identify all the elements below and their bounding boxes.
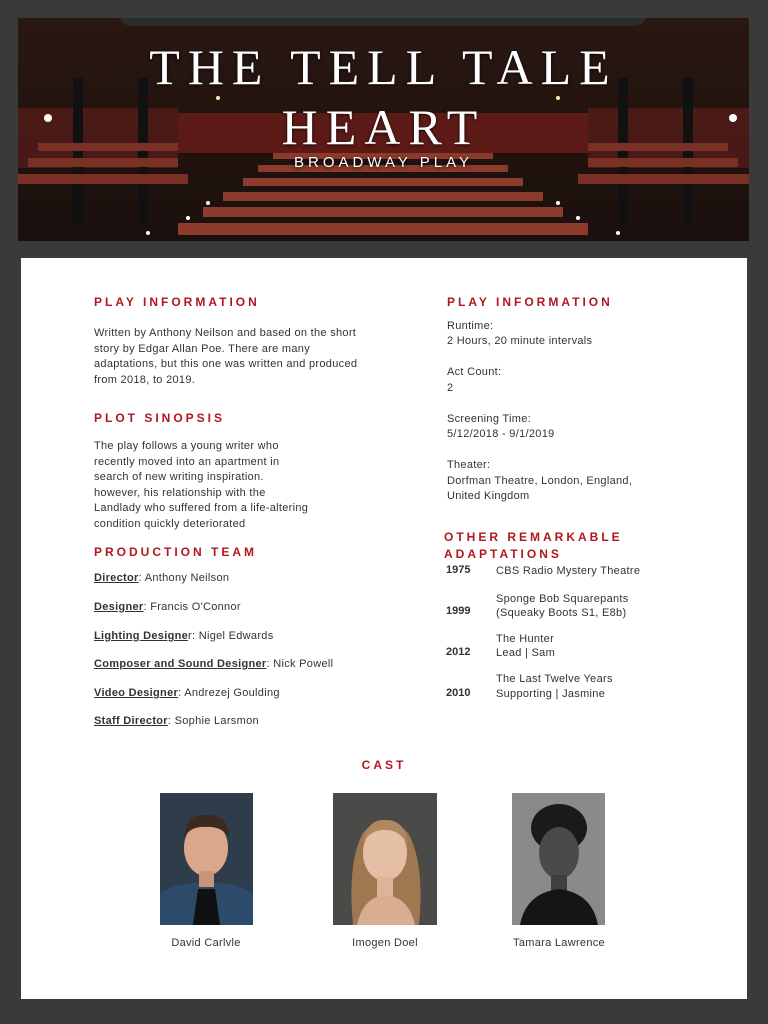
cast-name-1: David Carlvle bbox=[171, 937, 241, 949]
team-row-composer bbox=[94, 658, 333, 670]
team-member: : Francis O'Connor bbox=[143, 601, 241, 613]
play-information-heading-right: PLAY INFORMATION bbox=[447, 295, 613, 309]
team-role: Composer and Sound Designer bbox=[94, 658, 267, 670]
team-row-staff bbox=[94, 715, 259, 727]
act-count-value: 2 bbox=[447, 382, 454, 394]
adaptation-year: 2010 bbox=[446, 687, 471, 699]
header-banner bbox=[18, 18, 749, 241]
plot-line: Landlady who suffered from a life-altering bbox=[94, 502, 309, 514]
play-subtitle: BROADWAY PLAY bbox=[294, 154, 473, 171]
production-team-heading: PRODUCTION TEAM bbox=[94, 545, 257, 559]
play-title-line2: HEART bbox=[281, 99, 486, 155]
adaptation-year: 1975 bbox=[446, 564, 471, 576]
adaptation-title: CBS Radio Mystery Theatre bbox=[496, 565, 641, 577]
team-row-designer bbox=[94, 601, 241, 613]
adaptation-year: 1999 bbox=[446, 605, 471, 617]
plot-line: recently moved into an apartment in bbox=[94, 455, 280, 468]
team-role: Video Designer bbox=[94, 687, 179, 699]
cast-name-2: Imogen Doel bbox=[352, 937, 418, 949]
team-role: Staff Director bbox=[94, 715, 168, 727]
theater-value-line1: Dorfman Theatre, London, England, bbox=[447, 475, 633, 487]
banner-tab bbox=[118, 18, 648, 26]
plot-synopsis-text bbox=[94, 439, 374, 532]
team-role: Director bbox=[94, 572, 139, 584]
plot-synopsis-heading: PLOT SINOPSIS bbox=[94, 411, 226, 425]
play-information-heading-left: PLAY INFORMATION bbox=[94, 295, 260, 309]
adaptation-title: The Last Twelve Years bbox=[496, 673, 613, 685]
team-row-video bbox=[94, 687, 280, 699]
cast-heading: CAST bbox=[361, 758, 407, 772]
adaptation-title: The Hunter bbox=[496, 633, 555, 645]
cast-name-3: Tamara Lawrence bbox=[513, 937, 605, 949]
theater-value-line2: United Kingdom bbox=[447, 490, 530, 502]
other-adaptations-heading-line2: ADAPTATIONS bbox=[444, 547, 562, 561]
content-card bbox=[21, 258, 747, 999]
adaptation-detail: (Squeaky Boots S1, E8b) bbox=[496, 607, 627, 619]
adaptation-detail: Supporting | Jasmine bbox=[496, 688, 606, 700]
cast-photo-3 bbox=[512, 793, 605, 925]
other-adaptations-heading-line1: OTHER REMARKABLE bbox=[444, 530, 623, 544]
team-row-lighting bbox=[94, 630, 274, 642]
cast-photo-2 bbox=[333, 793, 437, 925]
plot-line: The play follows a young writer who bbox=[94, 440, 279, 452]
runtime-label: Runtime: bbox=[447, 320, 494, 332]
team-row-director bbox=[94, 572, 229, 584]
runtime-value: 2 Hours, 20 minute intervals bbox=[447, 335, 593, 347]
team-member: : Sophie Larsmon bbox=[167, 715, 259, 727]
play-title-line1: THE TELL TALE bbox=[149, 39, 618, 95]
screening-value: 5/12/2018 - 9/1/2019 bbox=[447, 428, 555, 440]
adaptation-year: 2012 bbox=[446, 646, 471, 658]
plot-line: search of new writing inspiration. bbox=[94, 471, 264, 483]
team-role: Designer bbox=[94, 601, 144, 613]
plot-line: however, his relationship with the bbox=[94, 486, 266, 499]
team-member: : Andrezej Goulding bbox=[178, 687, 280, 699]
plot-line: condition quickly deteriorated bbox=[94, 517, 246, 530]
cast-photo-1 bbox=[160, 793, 253, 925]
team-member: : Anthony Neilson bbox=[138, 572, 230, 584]
team-member: r: Nigel Edwards bbox=[188, 630, 274, 642]
screening-label: Screening Time: bbox=[447, 413, 531, 425]
act-count-label: Act Count: bbox=[447, 366, 502, 378]
play-information-text: Written by Anthony Neilson and based on the short story by Edgar Allan Poe. There are many adaptations, but this one was written and produced from 2018, to 2019. bbox=[94, 327, 358, 386]
theater-label: Theater: bbox=[447, 459, 491, 471]
adaptation-detail: Lead | Sam bbox=[496, 647, 556, 659]
team-member: : Nick Powell bbox=[266, 658, 334, 670]
adaptation-title: Sponge Bob Squarepants bbox=[496, 593, 629, 605]
team-role: Lighting Designe bbox=[94, 630, 189, 642]
